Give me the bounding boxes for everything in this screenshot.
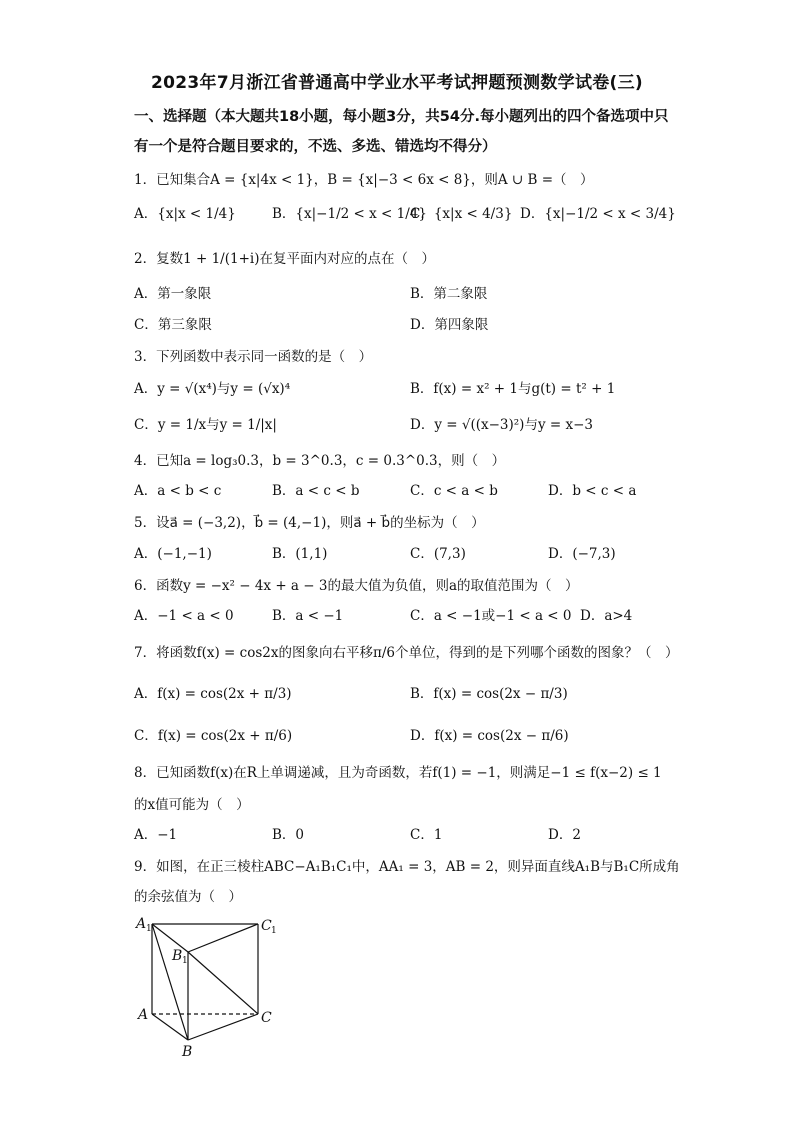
- q1-option-c: C．{x|x < 4/3}: [410, 206, 513, 222]
- q4-option-b: B．a < c < b: [272, 483, 360, 499]
- question-9-stem: 9．如图，在正三棱柱ABC−A₁B₁C₁中，AA₁ = 3，AB = 2，则异面直线A₁B与B₁C所成角: [134, 859, 680, 875]
- question-9-stem-cont: 的余弦值为（ ）: [134, 889, 242, 905]
- question-4-stem: 4．已知a = log₃0.3，b = 3^0.3，c = 0.3^0.3，则（ ）: [134, 453, 506, 469]
- q1-option-b: B．{x|−1/2 < x < 1/4}: [272, 206, 427, 222]
- q7-option-c: C．f(x) = cos(2x + π/6): [134, 728, 293, 744]
- prism-figure: [130, 912, 280, 1062]
- q5-option-d: D．(−7,3): [548, 546, 616, 562]
- question-3-stem: 3．下列函数中表示同一函数的是（ ）: [134, 349, 373, 365]
- q3-option-d: D．y = √((x−3)²)与y = x−3: [410, 417, 593, 433]
- q8-option-d: D．2: [548, 827, 581, 843]
- question-2-stem: 2．复数1 + 1/(1+i)在复平面内对应的点在（ ）: [134, 251, 435, 267]
- q4-option-a: A．a < b < c: [134, 483, 222, 499]
- q6-option-b: B．a < −1: [272, 608, 344, 624]
- q1-option-d: D．{x|−1/2 < x < 3/4}: [520, 206, 676, 222]
- q1-option-a: A．{x|x < 1/4}: [134, 206, 236, 222]
- label-b1: B: [172, 948, 183, 964]
- question-8-stem: 8．已知函数f(x)在R上单调递减，且为奇函数，若f(1) = −1，则满足−1 ≤ f(x−2) ≤ 1: [134, 765, 662, 781]
- edge-a1b1: [152, 924, 188, 952]
- segment-b1c: [188, 952, 258, 1014]
- label-c: C: [261, 1010, 272, 1026]
- label-a1: A: [136, 916, 147, 932]
- section-heading: 一、选择题（本大题共18小题，每小题3分，共54分.每小题列出的四个备选项中只有一个是符合题目要求的，不选、多选、错选均不得分）: [134, 109, 669, 155]
- q8-option-c: C．1: [410, 827, 443, 843]
- q6-option-d: D．a>4: [580, 608, 633, 624]
- q4-option-d: D．b < c < a: [548, 483, 637, 499]
- q2-option-a: A．第一象限: [134, 286, 212, 302]
- question-5-stem: 5．设a⃗ = (−3,2)，b⃗ = (4,−1)，则a⃗ + b⃗的坐标为（ ）: [134, 515, 485, 531]
- label-b1-sub: 1: [182, 956, 188, 966]
- q6-option-a: A．−1 < a < 0: [134, 608, 234, 624]
- q7-option-d: D．f(x) = cos(2x − π/6): [410, 728, 569, 744]
- label-b: B: [182, 1044, 193, 1060]
- q2-option-d: D．第四象限: [410, 317, 489, 333]
- label-c1-sub: 1: [271, 926, 277, 936]
- page-title: 2023年7月浙江省普通高中学业水平考试押题预测数学试卷(三): [151, 73, 643, 93]
- edge-ab: [152, 1014, 188, 1040]
- label-a1-sub: 1: [146, 924, 152, 934]
- q5-option-a: A．(−1,−1): [134, 546, 212, 562]
- question-8-stem-cont: 的x值可能为（ ）: [134, 797, 250, 813]
- q8-option-b: B．0: [272, 827, 305, 843]
- q2-option-c: C．第三象限: [134, 317, 212, 333]
- q3-option-b: B．f(x) = x² + 1与g(t) = t² + 1: [410, 381, 616, 397]
- segment-a1b: [152, 924, 188, 1040]
- q7-option-b: B．f(x) = cos(2x − π/3): [410, 686, 568, 702]
- q5-option-b: B．(1,1): [272, 546, 328, 562]
- question-1-stem: 1．已知集合A = {x|4x < 1}，B = {x|−3 < 6x < 8}，则A ∪ B =（ ）: [134, 172, 594, 188]
- question-6-stem: 6．函数y = −x² − 4x + a − 3的最大值为负值，则a的取值范围为（ ）: [134, 578, 579, 594]
- edge-b1c1: [188, 924, 258, 952]
- edge-bc: [188, 1014, 258, 1040]
- q7-option-a: A．f(x) = cos(2x + π/3): [134, 686, 292, 702]
- label-c1: C: [261, 918, 272, 934]
- q2-option-b: B．第二象限: [410, 286, 488, 302]
- q5-option-c: C．(7,3): [410, 546, 466, 562]
- q8-option-a: A．−1: [134, 827, 178, 843]
- question-7-stem: 7．将函数f(x) = cos2x的图象向右平移π/6个单位，得到的是下列哪个函数的图象？（ ）: [134, 645, 679, 661]
- label-a: A: [138, 1007, 149, 1023]
- q3-option-c: C．y = 1/x与y = 1/|x|: [134, 417, 277, 433]
- q4-option-c: C．c < a < b: [410, 483, 498, 499]
- q3-option-a: A．y = √(x⁴)与y = (√x)⁴: [134, 381, 291, 397]
- q6-option-c: C．a < −1或−1 < a < 0: [410, 608, 572, 624]
